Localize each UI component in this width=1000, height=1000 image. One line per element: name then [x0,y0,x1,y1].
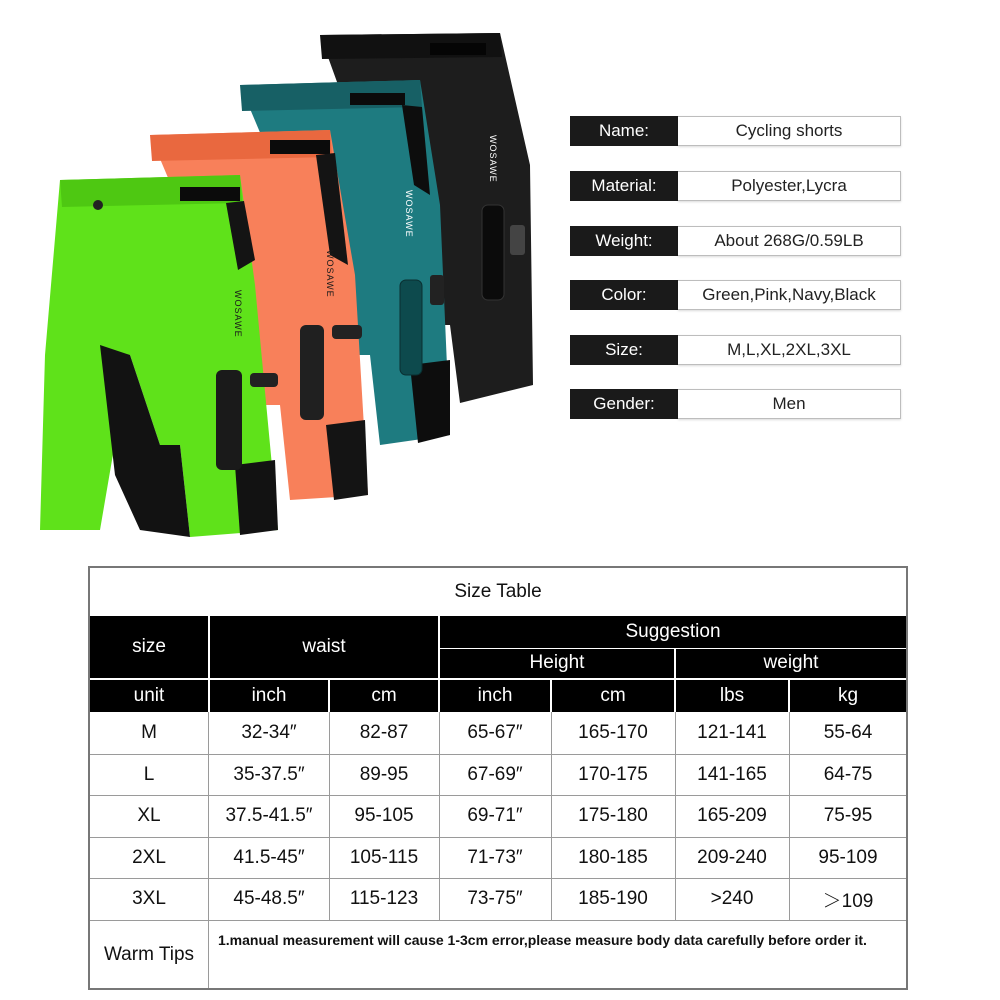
green-shorts [40,175,278,537]
cell-height-cm: 180-185 [578,847,648,868]
spec-row-color [570,280,902,310]
cell-waist-cm: 105-115 [349,847,419,868]
cell-height-inch: 69-71″ [467,805,523,826]
size-table [88,566,908,990]
cell-size: 3XL [132,888,166,909]
spec-key: Material: [570,171,678,201]
cell-weight-lbs: 141-165 [697,764,767,785]
spec-key: Weight: [570,226,678,256]
spec-row-name [570,116,902,146]
unit-height-cm: cm [552,680,674,712]
unit-weight-lbs: lbs [676,680,788,712]
brand-text-navy: WOSAWE [404,190,414,238]
cell-height-cm: 170-175 [578,764,648,785]
spec-value: M,L,XL,2XL,3XL [678,335,901,365]
header-size: size [90,616,208,678]
cell-height-cm: 165-170 [578,722,648,743]
spec-key: Size: [570,335,678,365]
cell-weight-kg: 64-75 [823,764,873,785]
cell-waist-inch: 37.5-41.5″ [225,805,313,826]
header-suggestion: Suggestion [440,616,906,648]
cell-weight-kg: 55-64 [823,722,873,743]
cell-size: L [143,764,155,785]
unit-waist-inch: inch [210,680,328,712]
cell-waist-cm: 95-105 [354,805,414,826]
cell-height-cm: 175-180 [578,805,648,826]
brand-text-pink: WOSAWE [325,250,335,298]
spec-value: Cycling shorts [678,116,901,146]
cell-size: M [141,722,157,743]
spec-value: About 268G/0.59LB [678,226,901,256]
header-height: Height [440,648,674,678]
cell-height-inch: 71-73″ [467,847,523,868]
product-image [30,25,540,555]
spec-key: Gender: [570,389,678,419]
cell-weight-lbs: >240 [710,888,754,909]
warm-tips-label: Warm Tips [103,943,195,965]
spec-row-gender [570,389,902,419]
cell-waist-cm: 82-87 [359,722,409,743]
cell-weight-kg: 75-95 [823,805,873,826]
spec-key: Name: [570,116,678,146]
unit-weight-kg: kg [790,680,906,712]
cell-weight-lbs: 121-141 [697,722,767,743]
cell-weight-lbs: 165-209 [697,805,767,826]
cell-weight-kg: ＞109 [822,890,874,912]
header-unit: unit [90,680,208,712]
cell-waist-inch: 45-48.5″ [233,888,305,909]
brand-text-black: WOSAWE [488,135,498,183]
cell-waist-cm: 89-95 [359,764,409,785]
spec-row-size [570,335,902,365]
cell-height-inch: 67-69″ [467,764,523,785]
spec-key: Color: [570,280,678,310]
cell-weight-kg: 95-109 [818,847,878,868]
spec-value: Polyester,Lycra [678,171,901,201]
unit-waist-cm: cm [330,680,438,712]
header-waist: waist [210,616,438,678]
spec-value: Green,Pink,Navy,Black [678,280,901,310]
size-table-title: Size Table [454,581,542,602]
spec-row-material [570,171,902,201]
spec-row-weight [570,226,902,256]
cell-size: 2XL [132,847,166,868]
cell-size: XL [137,805,161,826]
cell-weight-lbs: 209-240 [697,847,767,868]
brand-text-green: WOSAWE [233,290,243,338]
cell-height-inch: 73-75″ [467,888,523,909]
header-weight: weight [676,648,906,678]
cell-waist-inch: 35-37.5″ [233,764,305,785]
cell-height-inch: 65-67″ [467,722,523,743]
cell-waist-cm: 115-123 [349,888,419,909]
cell-waist-inch: 32-34″ [241,722,297,743]
warm-tips-text: 1.manual measurement will cause 1-3cm error,please measure body data carefully before order it. [218,932,867,948]
spec-value: Men [678,389,901,419]
unit-height-inch: inch [440,680,550,712]
cell-waist-inch: 41.5-45″ [233,847,305,868]
cell-height-cm: 185-190 [578,888,648,909]
